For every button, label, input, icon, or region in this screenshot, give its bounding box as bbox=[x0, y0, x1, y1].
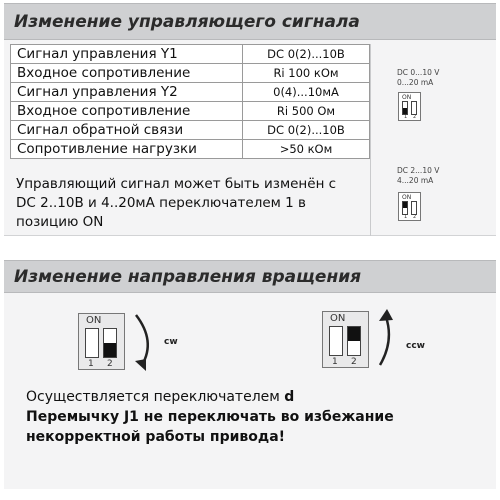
table-row bbox=[11, 45, 370, 64]
switch1-label-voltage: DC 0...10 V bbox=[397, 68, 440, 77]
slot-number: 2 bbox=[351, 357, 357, 367]
rotation-panel bbox=[4, 293, 496, 489]
counterclockwise-arrow-icon bbox=[374, 307, 402, 369]
row-label: Сигнал обратной связи bbox=[11, 121, 243, 140]
slot-number: 2 bbox=[413, 114, 417, 120]
on-label: ON bbox=[402, 194, 412, 201]
switch-slot-2 bbox=[411, 201, 417, 215]
row-label: Сопротивление нагрузки bbox=[11, 140, 243, 159]
control-signal-panel bbox=[4, 40, 496, 236]
switch2-label-current: 4...20 mA bbox=[397, 176, 434, 185]
row-value: DC 0(2)...10В bbox=[243, 45, 370, 64]
switch-slot-2 bbox=[103, 328, 117, 358]
row-value: Ri 500 Ом bbox=[243, 102, 370, 121]
slot-number: 1 bbox=[404, 214, 408, 220]
instruction-text: Осуществляется переключателем bbox=[26, 389, 280, 405]
column-divider bbox=[370, 44, 371, 236]
table-row bbox=[11, 64, 370, 83]
cw-label: cw bbox=[164, 337, 178, 347]
switch-slot-2 bbox=[347, 326, 361, 356]
switch-knob bbox=[403, 202, 407, 208]
table-row bbox=[11, 83, 370, 102]
dip-switch-cw[interactable] bbox=[78, 313, 125, 370]
row-value: Ri 100 кОм bbox=[243, 64, 370, 83]
warning-line: некорректной работы привода! bbox=[26, 429, 286, 445]
row-label: Входное сопротивление bbox=[11, 64, 243, 83]
switch-id: d bbox=[284, 389, 295, 405]
table-row bbox=[11, 102, 370, 121]
section-header-control-signal bbox=[4, 3, 496, 40]
switch-slot-1 bbox=[402, 201, 408, 215]
switch-note bbox=[16, 175, 356, 232]
switch-knob bbox=[348, 327, 360, 341]
slot-number: 1 bbox=[404, 114, 408, 120]
slot-number: 1 bbox=[88, 359, 94, 369]
table-row bbox=[11, 121, 370, 140]
note-line: Управляющий сигнал может быть изменён с bbox=[16, 176, 337, 192]
row-value: >50 кОм bbox=[243, 140, 370, 159]
slot-number: 2 bbox=[413, 214, 417, 220]
specs-table bbox=[10, 44, 370, 159]
switch-instruction bbox=[26, 389, 294, 405]
slot-number: 1 bbox=[332, 357, 338, 367]
switch-knob bbox=[104, 343, 116, 357]
section-title: Изменение направления вращения bbox=[14, 267, 362, 287]
dip-switch-ccw[interactable] bbox=[322, 311, 369, 368]
row-label: Сигнал управления Y2 bbox=[11, 83, 243, 102]
note-line: DC 2..10В и 4..20мА переключателем 1 в bbox=[16, 195, 306, 211]
switch-slot-1 bbox=[85, 328, 99, 358]
switch2-label-voltage: DC 2...10 V bbox=[397, 166, 440, 175]
switch-slot-2 bbox=[411, 101, 417, 115]
on-label: ON bbox=[330, 313, 346, 324]
on-label: ON bbox=[402, 94, 412, 101]
dip-switch-0-10v[interactable] bbox=[398, 92, 421, 121]
warning-line: Перемычку J1 не переключать во избежание bbox=[26, 409, 394, 425]
section-header-rotation bbox=[4, 260, 496, 293]
slot-number: 2 bbox=[107, 359, 113, 369]
dip-switch-2-10v[interactable] bbox=[398, 192, 421, 221]
row-value: DC 0(2)...10В bbox=[243, 121, 370, 140]
note-line: позицию ON bbox=[16, 214, 104, 230]
switch-slot-1 bbox=[329, 326, 343, 356]
switch-slot-1 bbox=[402, 101, 408, 115]
row-label: Входное сопротивление bbox=[11, 102, 243, 121]
section-title: Изменение управляющего сигнала bbox=[14, 12, 360, 32]
row-value: 0(4)...10мА bbox=[243, 83, 370, 102]
switch1-label-current: 0...20 mA bbox=[397, 78, 434, 87]
row-label: Сигнал управления Y1 bbox=[11, 45, 243, 64]
on-label: ON bbox=[86, 315, 102, 326]
ccw-label: ccw bbox=[406, 341, 425, 351]
table-row bbox=[11, 140, 370, 159]
clockwise-arrow-icon bbox=[132, 311, 160, 373]
